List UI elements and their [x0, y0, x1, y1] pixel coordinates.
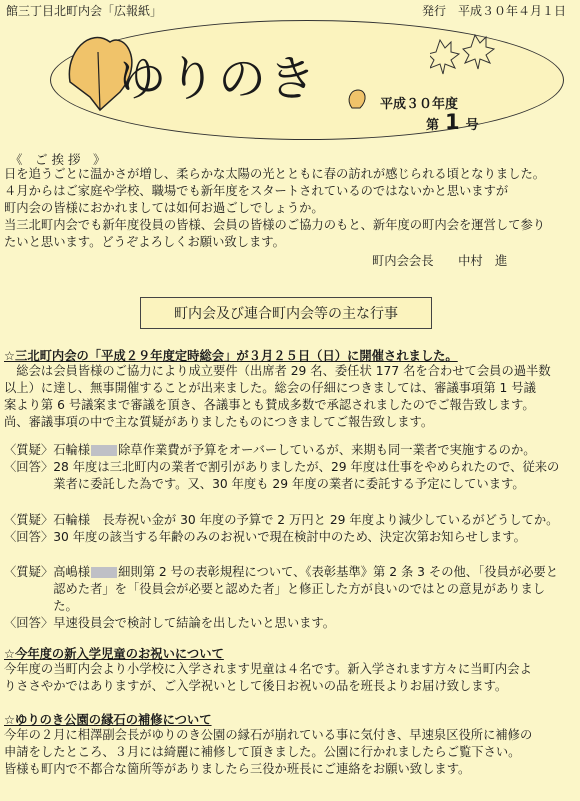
org-name: 館三丁目北町内会「広報紙」	[6, 4, 163, 18]
qa-line: た。	[4, 599, 78, 613]
park-line: 今年の２月に相澤副会長がゆりのき公園の縁石が崩れている事に気付き、早速泉区役所に補修の	[4, 728, 533, 742]
qa-text: 〈質疑〉高嶋様	[4, 565, 91, 579]
park-heading: ☆ゆりのき公園の縁石の補修について	[4, 713, 212, 727]
park-line: 申請をしたところ、３月には綺麗に補修して頂きました。公園に行かれましたらご覧下さい。	[4, 745, 521, 759]
greeting-line: 日を追うごとに温かさが増し、柔らかな太陽の光とともに春の訪れが感じられる頃となりました。	[4, 167, 546, 181]
qa-line: 業者に委託した為です。又、30 年度も 29 年度の業者に委託する予定にしています。	[4, 477, 525, 491]
issue-number	[426, 110, 479, 134]
park-line: 皆様も町内で不都合な箇所等がありましたら三役か班長にご連絡をお願い致します。	[4, 762, 471, 776]
section-title-text: 町内会及び連合町内会等の主な行事	[174, 306, 398, 322]
qa-line: 〈質疑〉石輪様 長寿祝い金が 30 年度の予算で 2 万円と 29 年度より減少しているがどうしてか。	[4, 513, 559, 527]
redacted-name	[91, 567, 117, 578]
issue-number-value: 1	[445, 110, 460, 134]
meeting-line: 尚、審議事項の中で主な質疑がありましたものにつきましてご報告致します。	[4, 415, 434, 429]
meeting-heading: ☆三北町内会の「平成２９年度定時総会」が３月２５日（日）に開催されました。	[4, 349, 458, 363]
school-line: 今年度の当町内会より小学校に入学されます児童は４名です。新入学されます方々に当町内会よ	[4, 662, 532, 676]
greeting-title: 《 ご 挨 拶 》	[10, 152, 106, 167]
greeting-line: たいと思います。どうぞよろしくお願い致します。	[4, 235, 285, 249]
issue-suffix: 号	[465, 118, 479, 133]
qa-text: 細則第 2 号の表彰規程について、《表彰基準》第 2 条 3 その他、「役員が必要と	[118, 565, 559, 579]
qa-line	[4, 442, 536, 459]
qa-line: 〈回答〉28 年度は三北町内の業者で割引がありましたが、29 年度は仕事をやめられたので、従来の	[4, 460, 560, 474]
issue-year: 平成３０年度	[380, 97, 459, 112]
school-heading: ☆今年度の新入学児童のお祝いについて	[4, 647, 224, 661]
qa-line: 〈回答〉30 年度の該当する年齢のみのお祝いで現在検討中のため、決定次第お知らせします。	[4, 530, 526, 544]
qa-line: 認めた者」を「役員会が必要と認めた者」と修正した方が良いのではとの意見がありまし	[4, 582, 546, 596]
school-line: りささやかではありますが、ご入学祝いとして後日お祝いの品を班長よりお届け致します。	[4, 679, 508, 693]
qa-text: 〈質疑〉石輪様	[4, 443, 91, 457]
meeting-line: 以上）に達し、無事開催することが出来ました。総会の仔細につきましては、審議事項第 1 号議	[4, 381, 536, 395]
qa-line	[4, 564, 558, 581]
issue-date: 発行 平成３０年４月１日	[421, 4, 566, 18]
greeting-line: 当三北町内会でも新年度役員の皆様、会員の皆様のご協力のもと、新年度の町内会を運営して参り	[4, 218, 546, 232]
masthead-title: ゆりのき	[118, 51, 319, 107]
meeting-line: 総会は会員皆様のご協力により成立要件（出席者 29 名、委任状 177 名を合わせて会員の過半数	[4, 364, 551, 378]
issue-prefix: 第	[426, 118, 440, 133]
redacted-name	[91, 445, 117, 456]
signature: 町内会会長 中村 進	[372, 254, 508, 268]
qa-line: 〈回答〉早速役員会で検討して結論を出したいと思います。	[4, 616, 336, 630]
qa-text: 除草作業費が予算をオーバーしているが、来期も同一業者で実施するのか。	[118, 443, 536, 457]
meeting-line: 案より第 6 号議案まで審議を頂き、各議事とも賛成多数で承認されましたのでご報告致します。	[4, 398, 535, 412]
greeting-line: ４月からはご家庭や学校、職場でも新年度をスタートされているのではないかと思いますが	[4, 184, 509, 198]
greeting-line: 町内会の皆様におかれましては如何お過ごしでしょうか。	[4, 201, 324, 215]
maple-leaves-icon	[430, 30, 510, 80]
section-title	[140, 297, 432, 329]
